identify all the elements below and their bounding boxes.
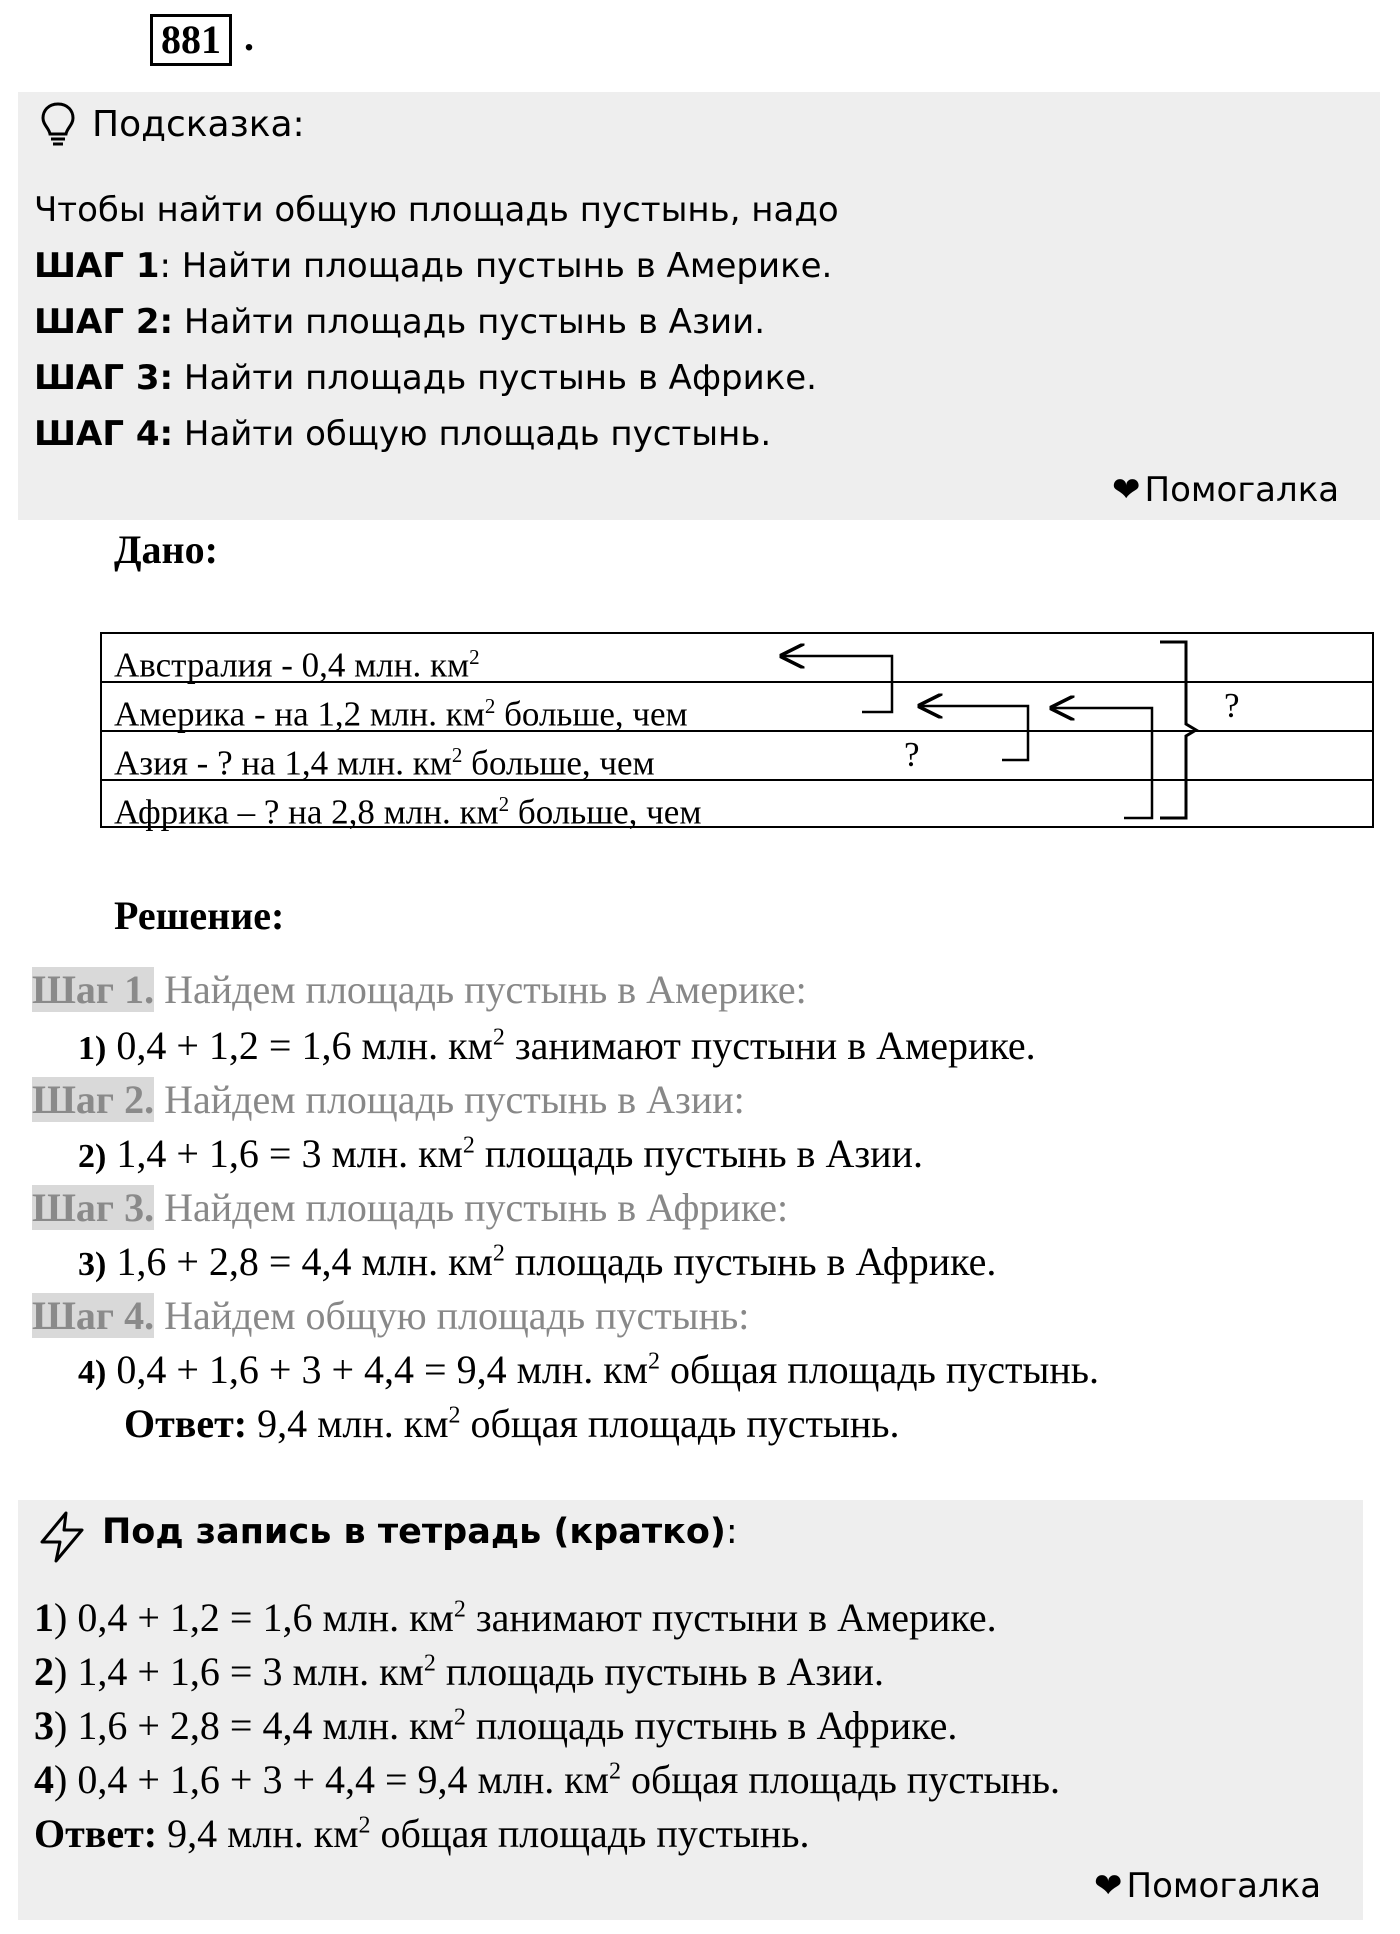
- formula-tail: площадь пустынь в Африке.: [504, 1239, 997, 1284]
- solution-formula-3: [78, 1238, 996, 1285]
- row-tail: больше, чем: [495, 694, 688, 734]
- line-sup: 2: [423, 1650, 436, 1677]
- row-tail: больше, чем: [509, 792, 702, 832]
- answer-label: Ответ:: [124, 1401, 248, 1446]
- notebook-title-colon: :: [725, 1512, 738, 1552]
- notebook-line-3: [34, 1702, 957, 1749]
- answer-tail: общая площадь пустынь.: [460, 1401, 900, 1446]
- solution-formula-4: [78, 1346, 1099, 1393]
- hint-step-label: ШАГ 4:: [34, 414, 174, 454]
- hint-step-label: ШАГ 1: [34, 246, 160, 286]
- line-number: 4: [34, 1757, 54, 1802]
- hint-step-text: Найти площадь пустынь в Африке.: [173, 358, 817, 398]
- row-sup: 2: [498, 792, 510, 816]
- hint-step-sep: :: [159, 246, 171, 286]
- notebook-answer: [34, 1810, 810, 1857]
- row-sup: 2: [451, 743, 463, 767]
- task-number-dot: .: [244, 14, 254, 59]
- hint-title: Подсказка:: [92, 104, 305, 145]
- formula-number: 4): [78, 1354, 107, 1391]
- answer-text: 9,4 млн. км: [157, 1811, 359, 1856]
- solution-step-1: [32, 966, 807, 1013]
- line-tail: площадь пустынь в Азии.: [435, 1649, 884, 1694]
- task-number: 881: [150, 14, 232, 66]
- heart-icon: ❤: [1112, 470, 1141, 510]
- formula-sup: 2: [492, 1024, 505, 1051]
- line-tail: площадь пустынь в Африке.: [465, 1703, 958, 1748]
- lightning-icon: [36, 1510, 88, 1564]
- notebook-line-2: [34, 1648, 884, 1695]
- line-number: 2: [34, 1649, 54, 1694]
- line-tail: общая площадь пустынь.: [620, 1757, 1060, 1802]
- formula-number: 3): [78, 1246, 107, 1283]
- row-sup: 2: [469, 645, 480, 669]
- line-formula: ) 1,6 + 2,8 = 4,4 млн. км: [54, 1703, 454, 1748]
- question-total: ?: [1224, 686, 1240, 725]
- row-text: Азия - ? на 1,4 млн. км: [114, 743, 452, 783]
- step-label: Найдем общую площадь пустынь:: [154, 1293, 750, 1338]
- line-sup: 2: [453, 1596, 466, 1623]
- formula-tail: занимают пустыни в Америке.: [504, 1023, 1036, 1068]
- step-label: Найдем площадь пустынь в Азии:: [154, 1077, 745, 1122]
- step-tag: Шаг 4.: [32, 1293, 155, 1338]
- notebook-title: [102, 1512, 738, 1552]
- line-formula: ) 0,4 + 1,6 + 3 + 4,4 = 9,4 млн. км: [54, 1757, 609, 1802]
- formula-tail: общая площадь пустынь.: [660, 1347, 1099, 1392]
- solution-formula-2: [78, 1130, 923, 1177]
- formula-sup: 2: [492, 1240, 505, 1267]
- line-formula: ) 0,4 + 1,2 = 1,6 млн. км: [54, 1595, 454, 1640]
- line-number: 3: [34, 1703, 54, 1748]
- row-text: Африка – ? на 2,8 млн. км: [114, 792, 499, 832]
- arrow-africa-to-asia: [1052, 708, 1152, 818]
- answer-text: 9,4 млн. км: [247, 1401, 449, 1446]
- notebook-brand: [1094, 1866, 1321, 1906]
- hint-step-label: ШАГ 3:: [34, 358, 174, 398]
- hint-intro: Чтобы найти общую площадь пустынь, надо: [34, 190, 839, 230]
- hint-step-text: Найти площадь пустынь в Азии.: [173, 302, 766, 342]
- row-tail: больше, чем: [462, 743, 655, 783]
- solution-step-3: [32, 1184, 788, 1231]
- step-tag: Шаг 1.: [32, 967, 155, 1012]
- formula-number: 1): [78, 1030, 107, 1067]
- arrow-america-to-australia: [782, 656, 892, 712]
- solution-step-4: [32, 1292, 749, 1339]
- row-text: Америка - на 1,2 млн. км: [114, 694, 485, 734]
- notebook-line-1: [34, 1594, 997, 1641]
- given-title: Дано:: [114, 527, 218, 572]
- formula-text: 0,4 + 1,2 = 1,6 млн. км: [106, 1023, 493, 1068]
- hint-step-text: Найти общую площадь пустынь.: [173, 414, 772, 454]
- question-asia: ?: [904, 735, 920, 774]
- solution-formula-1: [78, 1022, 1036, 1069]
- answer-sup: 2: [448, 1402, 461, 1429]
- row-text: Австралия - 0,4 млн. км: [114, 645, 470, 685]
- step-tag: Шаг 3.: [32, 1185, 155, 1230]
- line-formula: ) 1,4 + 1,6 = 3 млн. км: [54, 1649, 424, 1694]
- solution-title: Решение:: [114, 893, 285, 938]
- arrow-asia-to-america: [920, 706, 1028, 760]
- solution-step-2: [32, 1076, 745, 1123]
- total-brace: [1160, 642, 1196, 818]
- line-sup: 2: [453, 1704, 466, 1731]
- formula-text: 1,6 + 2,8 = 4,4 млн. км: [106, 1239, 493, 1284]
- step-label: Найдем площадь пустынь в Америке:: [154, 967, 807, 1012]
- line-number: 1: [34, 1595, 54, 1640]
- notebook-title-text: Под запись в тетрадь (кратко): [102, 1512, 726, 1552]
- brand-label: Помогалка: [1126, 1866, 1322, 1906]
- formula-sup: 2: [648, 1348, 660, 1375]
- heart-icon: ❤: [1094, 1866, 1123, 1906]
- answer-label: Ответ:: [34, 1811, 158, 1856]
- step-tag: Шаг 2.: [32, 1077, 155, 1122]
- formula-tail: площадь пустынь в Азии.: [474, 1131, 923, 1176]
- notebook-line-4: [34, 1756, 1060, 1803]
- answer-tail: общая площадь пустынь.: [370, 1811, 810, 1856]
- line-sup: 2: [608, 1758, 621, 1785]
- formula-text: 1,4 + 1,6 = 3 млн. км: [106, 1131, 463, 1176]
- answer-sup: 2: [358, 1812, 371, 1839]
- brand-label: Помогалка: [1144, 470, 1340, 510]
- solution-answer: [124, 1400, 900, 1447]
- line-tail: занимают пустыни в Америке.: [465, 1595, 997, 1640]
- step-label: Найдем площадь пустынь в Африке:: [154, 1185, 789, 1230]
- row-sup: 2: [484, 694, 496, 718]
- formula-number: 2): [78, 1138, 107, 1175]
- formula-sup: 2: [462, 1132, 475, 1159]
- hint-step-text: Найти площадь пустынь в Америке.: [170, 246, 833, 286]
- formula-text: 0,4 + 1,6 + 3 + 4,4 = 9,4 млн. км: [106, 1347, 648, 1392]
- hint-step-label: ШАГ 2:: [34, 302, 174, 342]
